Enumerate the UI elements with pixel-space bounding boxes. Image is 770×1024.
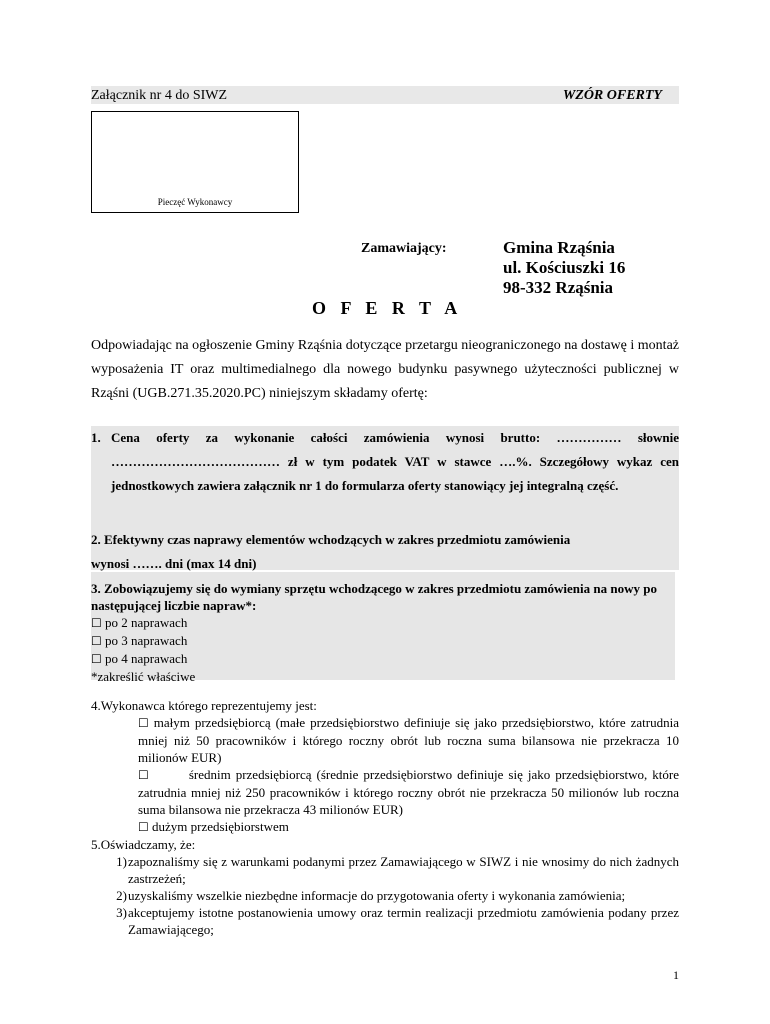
checkbox-icon[interactable]: ☐ xyxy=(91,634,102,648)
option-label: po 3 naprawach xyxy=(105,633,188,648)
list-item-text: uzyskaliśmy wszelkie niezbędne informacje do przygotowania oferty i wykonania zamówienia; xyxy=(128,888,626,903)
option-medium-text: średnim przedsiębiorcą (średnie przedsiębiorstwo definiuje się jako przedsiębiorstwo, które zatrudnia mniej niż 250 pracowników i którego roczny obrót nie przekracza 50 milionów lub roczna suma bilansowa nie przekracza 43 milionów EUR) xyxy=(138,767,680,817)
option-row xyxy=(91,632,671,650)
checkbox-icon[interactable]: ☐ xyxy=(138,820,149,834)
list-item xyxy=(91,904,679,938)
contractor-type-heading: 4.Wykonawca którego reprezentujemy jest: xyxy=(91,698,317,713)
checkbox-icon[interactable]: ☐ xyxy=(138,716,149,730)
option-large-enterprise xyxy=(138,818,679,836)
attachment-label: Załącznik nr 4 do SIWZ xyxy=(91,88,228,103)
option-large-text: dużym przedsiębiorstwem xyxy=(152,819,289,834)
repair-time-paragraph xyxy=(91,528,679,576)
option-row xyxy=(91,614,671,632)
option-label: po 4 naprawach xyxy=(105,651,188,666)
recipient-name: Gmina Rząśnia xyxy=(503,238,615,257)
option-small-enterprise xyxy=(138,714,679,766)
option-row xyxy=(91,650,671,668)
list-item xyxy=(91,853,679,887)
checkbox-icon[interactable]: ☐ xyxy=(91,616,102,630)
form-type-label: WZÓR OFERTY xyxy=(562,88,662,103)
repair-time-line1: 2. Efektywny czas naprawy elementów wchodzących w zakres przedmiotu zamówienia xyxy=(91,532,571,547)
document-title: O F E R T A xyxy=(312,298,463,318)
list-item-number: 1) xyxy=(116,854,127,869)
declarations-section xyxy=(91,697,679,938)
checkbox-icon[interactable]: ☐ xyxy=(91,652,102,666)
recipient-city: 98-332 Rząśnia xyxy=(503,278,614,297)
price-paragraph xyxy=(91,426,679,498)
recipient-label: Zamawiający: xyxy=(361,241,447,256)
list-item xyxy=(91,887,679,904)
stamp-label: Pieczęć Wykonawcy xyxy=(157,197,233,207)
recipient-street: ul. Kościuszki 16 xyxy=(503,258,626,277)
repair-time-line2: wynosi ……. dni (max 14 dni) xyxy=(91,556,257,571)
option-note: *zakreślić właściwe xyxy=(91,669,196,684)
contractor-stamp-box xyxy=(91,111,299,213)
replacement-paragraph xyxy=(91,580,671,685)
price-text: Cena oferty za wykonanie całości zamówienia wynosi brutto: …………… słownie ………………………………… zł w tym podatek VAT w stawce ….%. Szczegółowy wykaz cen jednostkowych zawiera załącznik nr 1 do formularza oferty stanowiący jej integralną część. xyxy=(111,430,679,493)
option-small-text: małym przedsiębiorcą (małe przedsiębiorstwo definiuje się jako przedsiębiorstwo, które zatrudnia mniej niż 50 pracowników i którego roczny obrót lub roczna suma bilansowa nie przekracza 10 milionów EUR) xyxy=(138,715,679,765)
replacement-heading: 3. Zobowiązujemy się do wymiany sprzętu wchodzącego w zakres przedmiotu zamówienia na nowy po następującej liczbie napraw*: xyxy=(91,581,657,613)
intro-paragraph: Odpowiadając na ogłoszenie Gminy Rząśnia dotyczące przetargu nieograniczonego na dostawę i montaż wyposażenia IT oraz multimedialnego dla nowego budynku pasywnego użyteczności publicznej w Rząśni (UGB.271.35.2020.PC) niniejszym składamy ofertę: xyxy=(91,338,679,401)
point-number: 1. xyxy=(91,430,101,445)
list-item-text: zapoznaliśmy się z warunkami podanymi przez Zamawiającego w SIWZ i nie wnosimy do nich żadnych zastrzeżeń; xyxy=(128,854,679,886)
option-label: po 2 naprawach xyxy=(105,615,188,630)
option-medium-enterprise xyxy=(138,766,679,818)
statements-heading: 5.Oświadczamy, że: xyxy=(91,837,196,852)
recipient-address xyxy=(503,238,625,298)
list-item-number: 3) xyxy=(116,905,127,920)
checkbox-icon[interactable]: ☐ xyxy=(138,768,149,782)
list-item-text: akceptujemy istotne postanowienia umowy oraz termin realizacji przedmiotu zamówienia podany przez Zamawiającego; xyxy=(128,905,679,937)
list-item-number: 2) xyxy=(116,888,127,903)
page-number: 1 xyxy=(673,968,679,982)
